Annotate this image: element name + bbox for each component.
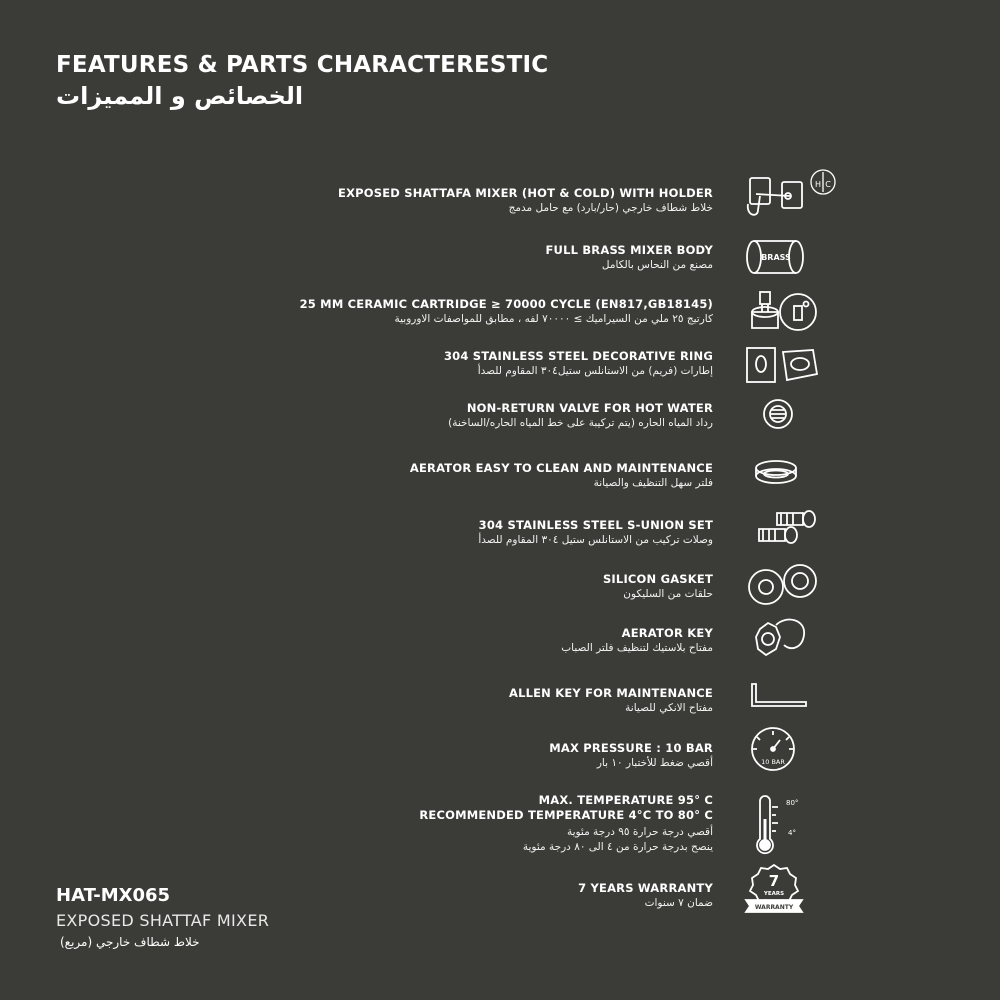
feature-label-arabic: مفتاح الانكي للصيانة [625,702,713,714]
feature-label-arabic: خلاط شطاف خارجي (حار/بارد) مع حامل مدمج [508,202,713,214]
feature-label: 7 YEARS WARRANTY [578,881,713,895]
feature-warranty [578,881,713,911]
thermometer-icon [742,795,822,859]
feature-mixer-holder [338,186,713,216]
aerator-key-icon [746,615,826,663]
feature-label-arabic: إطارات (فريم) من الاستانلس ستيل٣٠٤ المقاوم للصدأ [477,365,713,377]
cartridge-icon [746,288,826,336]
feature-silicon-gasket [603,572,713,602]
warranty-years-label: YEARS [763,891,785,897]
page-title: FEATURES & PARTS CHARACTERESTIC [56,52,549,78]
feature-label-arabic: مفتاح بلاستيك لتنظيف فلتر الصباب [561,642,713,654]
feature-label-line2: RECOMMENDED TEMPERATURE 4°C TO 80° C [419,808,713,822]
feature-label: AERATOR KEY [621,626,713,640]
feature-label-arabic: حلقات من السليكون [623,588,713,600]
s-union-icon [743,503,823,551]
feature-non-return-valve [448,401,713,431]
feature-label: ALLEN KEY FOR MAINTENANCE [508,686,713,700]
feature-label: EXPOSED SHATTAFA MIXER (HOT & COLD) WITH HOLDER [338,186,713,200]
feature-label-arabic: مصنع من النحاس بالكامل [601,259,713,271]
warranty-badge-icon [734,862,814,914]
warranty-years-number: 7 [768,872,780,890]
cold-label: C [825,180,831,189]
feature-label: SILICON GASKET [602,572,713,586]
feature-label: MAX. TEMPERATURE 95° C [538,793,713,807]
feature-cartridge [300,297,713,327]
feature-decorative-ring [444,349,713,379]
feature-max-pressure [549,741,713,771]
feature-label: 25 MM CERAMIC CARTRIDGE ≥ 70000 CYCLE (EN817,GB18145) [299,297,713,311]
feature-temperature [419,793,713,855]
feature-label-arabic: كارتيج ٢٥ ملي من السيراميك ≥ ٧٠٠٠٠ لفه ، مطابق للمواصفات الاوروبية [394,313,713,325]
brass-icon [742,233,822,281]
feature-label-arabic: أقصي درجة حرارة ٩٥ درجة مئوية [566,826,713,838]
brass-label: BRASS [761,253,791,262]
temp-low-label: 4° [788,829,796,837]
product-name: EXPOSED SHATTAF MIXER [56,911,270,930]
feature-label: FULL BRASS MIXER BODY [545,243,713,257]
temp-high-label: 80° [786,799,799,807]
product-code: HAT-MX065 [56,885,171,906]
feature-label: NON-RETURN VALVE FOR HOT WATER [466,401,713,415]
feature-s-union [478,518,713,548]
feature-label-arabic: ضمان ٧ سنوات [644,897,713,909]
feature-label-arabic: وصلات تركيب من الاستانلس ستيل ٣٠٤ المقاوم للصدأ [478,534,713,546]
feature-allen-key [509,686,713,716]
gasket-icon [744,561,824,609]
feature-aerator [410,461,713,491]
feature-label: AERATOR EASY TO CLEAN AND MAINTENANCE [409,461,713,475]
feature-label: 304 STAINLESS STEEL DECORATIVE RING [443,349,713,363]
hot-cold-badge-icon [808,168,838,196]
feature-label-arabic: فلتر سهل التنظيف والصيانة [593,477,713,489]
feature-label: 304 STAINLESS STEEL S-UNION SET [478,518,713,532]
hot-label: H [814,180,822,189]
pressure-gauge-icon [733,725,813,773]
feature-label-arabic: رداد المياه الحاره (يتم تركيبة على خط المياه الحاره/الساخنة) [448,417,713,429]
feature-aerator-key [561,626,713,656]
valve-icon [738,392,818,440]
feature-label: MAX PRESSURE : 10 BAR [549,741,713,755]
aerator-icon [736,450,816,498]
page-title-arabic: الخصائص و المميزات [56,82,304,110]
pressure-label: 10 BAR [761,758,785,766]
feature-label-arabic-line2: ينصح بدرجة حرارة من ٤ الى ٨٠ درجة مئوية [522,841,713,853]
decorative-ring-icon [743,342,823,390]
feature-brass-body [545,243,713,273]
warranty-ribbon-label: WARRANTY [754,904,794,911]
allen-key-icon [742,672,822,720]
feature-label-arabic: أقصي ضغط للأختبار ١٠ بار [596,757,713,769]
product-name-arabic: خلاط شطاف خارجي (مربع) [60,935,200,949]
